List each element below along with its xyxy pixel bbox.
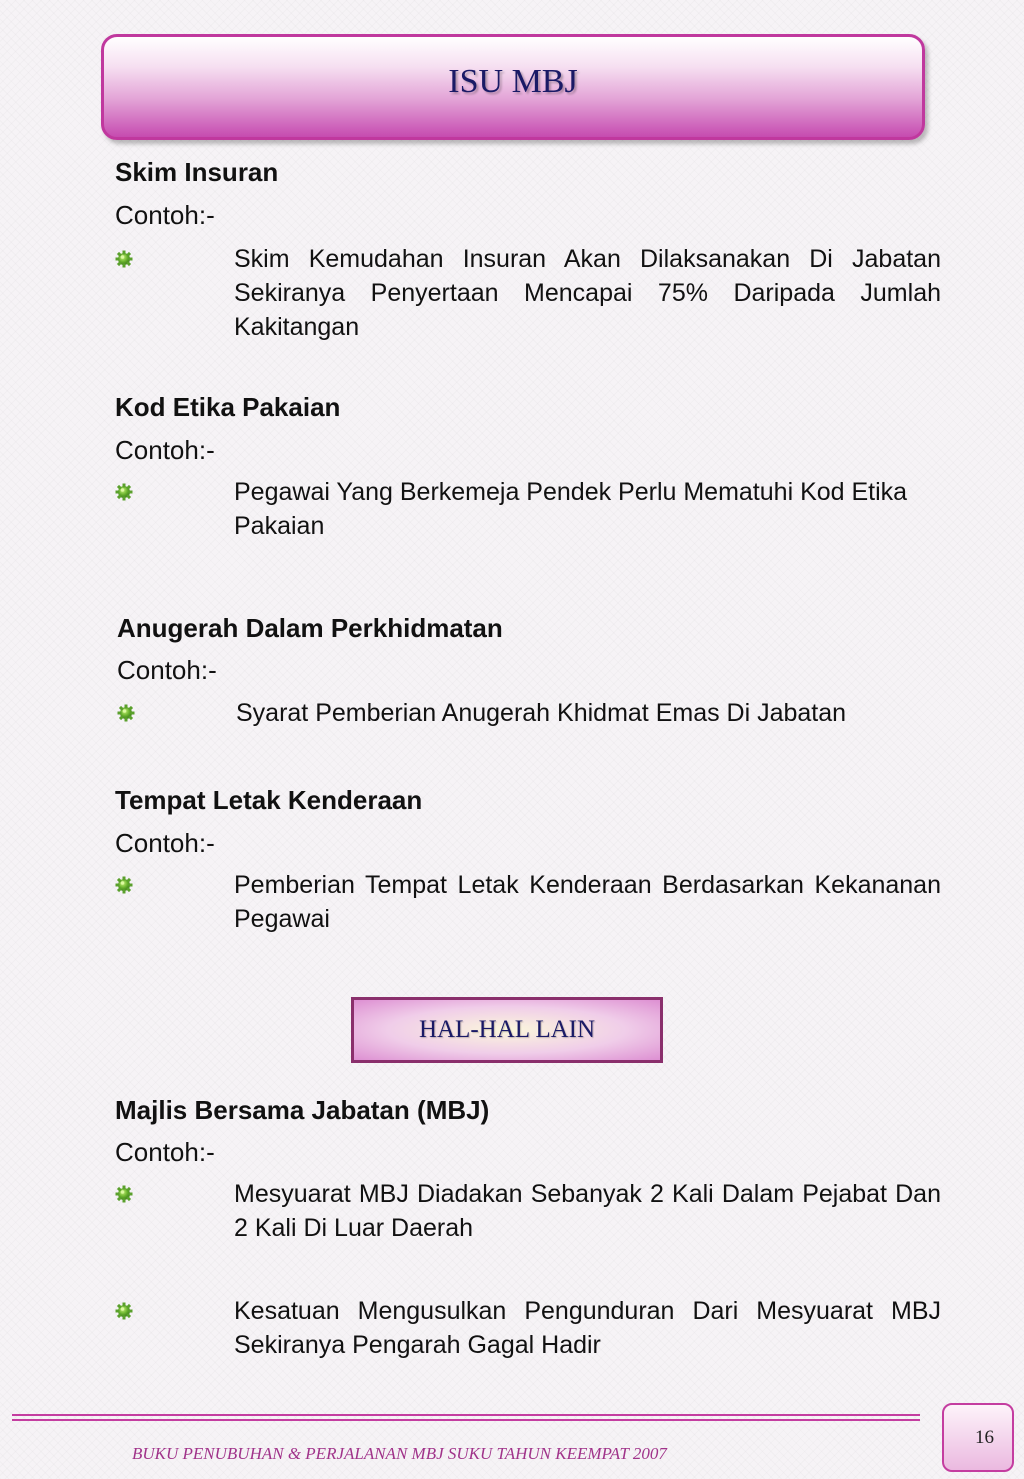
section-heading: Anugerah Dalam Perkhidmatan (117, 613, 503, 643)
green-gear-bullet-icon (115, 483, 133, 501)
footer-divider (12, 1414, 920, 1416)
green-gear-bullet-icon (115, 1302, 133, 1320)
title-banner (101, 34, 925, 140)
page-title: ISU MBJ (448, 63, 578, 100)
list-item: Pemberian Tempat Letak Kenderaan Berdasarkan Kekananan Pegawai (234, 871, 941, 933)
footer-text: BUKU PENUBUHAN & PERJALANAN MBJ SUKU TAHUN KEEMPAT 2007 (132, 1444, 667, 1463)
list-item: Pegawai Yang Berkemeja Pendek Perlu Mematuhi Kod Etika Pakaian (234, 478, 908, 540)
green-gear-bullet-icon (115, 876, 133, 894)
footer-divider (12, 1419, 920, 1421)
section-heading: Skim Insuran (115, 157, 279, 187)
subheading-box (351, 997, 663, 1063)
list-item: Syarat Pemberian Anugerah Khidmat Emas Di Jabatan (236, 699, 847, 727)
section-heading: Majlis Bersama Jabatan (MBJ) (115, 1095, 490, 1125)
list-item: Skim Kemudahan Insuran Akan Dilaksanakan Di Jabatan Sekiranya Penyertaan Mencapai 75% Daripada Jumlah Kakitangan (234, 245, 941, 341)
page-number: 16 (975, 1427, 994, 1448)
list-item: Kesatuan Mengusulkan Pengunduran Dari Mesyuarat MBJ Sekiranya Pengarah Gagal Hadir (234, 1297, 941, 1359)
section-label: Contoh:- (117, 655, 217, 685)
section-label: Contoh:- (115, 435, 215, 465)
section-label: Contoh:- (115, 1137, 215, 1167)
list-item: Mesyuarat MBJ Diadakan Sebanyak 2 Kali Dalam Pejabat Dan 2 Kali Di Luar Daerah (234, 1180, 941, 1242)
green-gear-bullet-icon (115, 1185, 133, 1203)
green-gear-bullet-icon (117, 704, 135, 722)
green-gear-bullet-icon (115, 250, 133, 268)
section-label: Contoh:- (115, 828, 215, 858)
page-number-box (942, 1403, 1014, 1472)
subheading: HAL-HAL LAIN (418, 1016, 596, 1043)
section-heading: Kod Etika Pakaian (115, 392, 341, 422)
section-label: Contoh:- (115, 200, 215, 230)
section-heading: Tempat Letak Kenderaan (115, 785, 423, 815)
